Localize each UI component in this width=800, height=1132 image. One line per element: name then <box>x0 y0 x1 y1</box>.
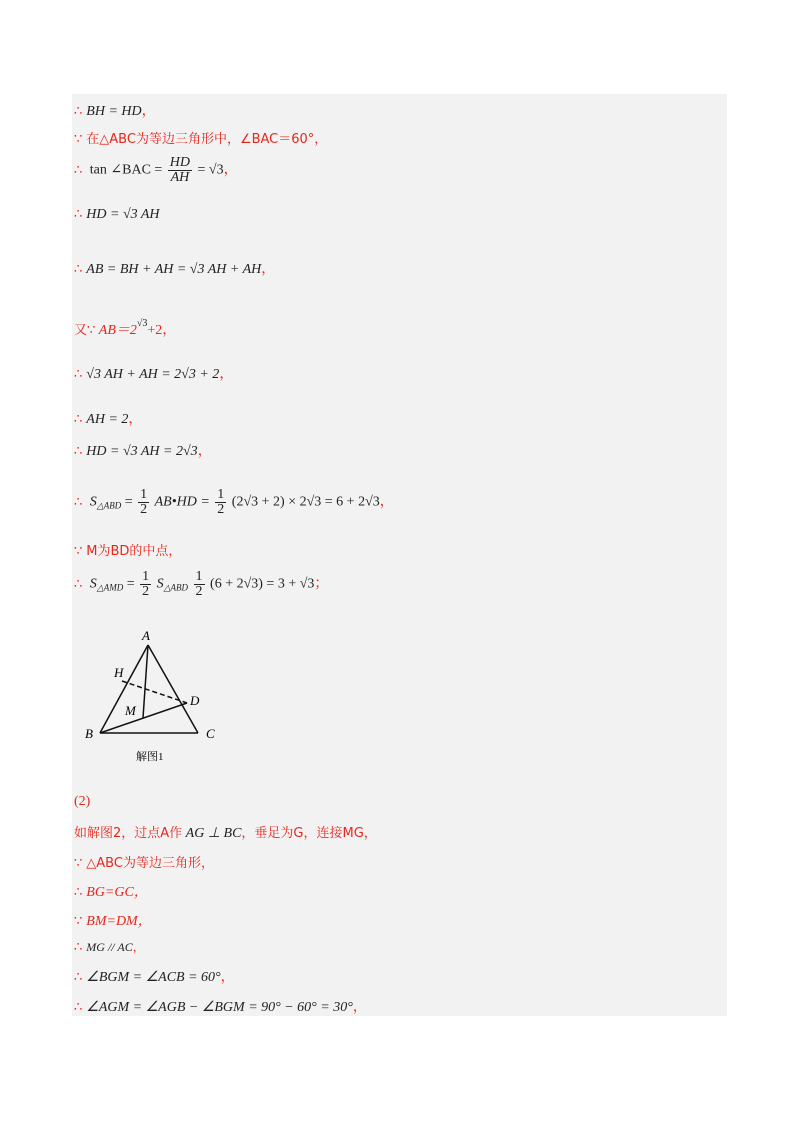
equation: BH = HD <box>86 104 142 119</box>
therefore-symbol: ∴ <box>74 970 83 985</box>
line-10 <box>74 488 394 517</box>
label-B: B <box>85 726 93 741</box>
denominator: AH <box>170 170 190 185</box>
area-symbol: S <box>156 576 164 592</box>
therefore-symbol: ∴ <box>74 940 83 955</box>
equals: = <box>124 494 133 510</box>
because-symbol: ∵ <box>74 132 83 147</box>
equation: √3 AH + AH = 2√3 + 2 <box>86 367 220 382</box>
punct: ， <box>141 104 156 119</box>
area-symbol: S <box>89 576 97 592</box>
label-M: M <box>125 703 136 718</box>
segment-HD-dashed <box>122 681 187 703</box>
area-symbol: S <box>89 494 97 510</box>
equation: ∠AGM = ∠AGB − ∠BGM = 90° − 60° = 30° <box>86 1000 353 1015</box>
therefore-symbol: ∴ <box>74 104 83 119</box>
numerator: 1 <box>195 569 203 584</box>
equation: AB = BH + AH = √3 AH + AH <box>86 262 262 277</box>
area-subscript: △AMD <box>96 582 124 593</box>
label-D: D <box>190 693 200 708</box>
denominator: 2 <box>195 584 203 599</box>
line-11 <box>74 540 181 560</box>
statement: M为BD的中点， <box>86 544 182 559</box>
area-subscript: △ABD <box>163 582 189 593</box>
line-7 <box>74 363 233 383</box>
perpendicular-expression: AG ⊥ BC <box>185 826 242 841</box>
line-20 <box>74 996 367 1016</box>
therefore-symbol: ∴ <box>74 494 83 510</box>
statement: ，垂足为G，连接MG， <box>241 826 377 841</box>
statement: BM=DM， <box>86 914 152 929</box>
therefore-symbol: ∴ <box>74 444 83 459</box>
because-symbol: ∵ <box>74 544 83 559</box>
line-13 <box>74 794 90 810</box>
because-symbol: ∵ <box>74 856 83 871</box>
therefore-symbol: ∴ <box>74 1000 83 1015</box>
line-5 <box>74 258 275 278</box>
figure-caption: 解图1 <box>136 751 164 763</box>
label-H: H <box>114 665 124 680</box>
line-3 <box>74 156 238 185</box>
line-8 <box>74 408 142 428</box>
because-symbol: ∵ <box>74 914 83 929</box>
punct: ， <box>352 1000 367 1015</box>
numerator: 1 <box>142 569 150 584</box>
equation: MG // AC <box>86 940 133 954</box>
denominator: 2 <box>217 502 225 517</box>
line-12 <box>74 570 328 599</box>
numerator: 1 <box>140 487 148 502</box>
line-2 <box>74 128 327 148</box>
numerator: HD <box>169 155 191 170</box>
statement: 在△ABC为等边三角形中，∠BAC＝60°， <box>86 132 328 147</box>
punct: ， <box>132 940 145 954</box>
line-19 <box>74 966 235 986</box>
segment-AC <box>148 645 198 733</box>
equation: HD = √3 AH <box>86 207 160 222</box>
equation-part: (2√3 + 2) × 2√3 = 6 + 2√3 <box>231 494 380 510</box>
fraction <box>140 570 151 599</box>
statement: △ABC为等边三角形， <box>86 856 214 871</box>
equation-part: = √3 <box>197 162 224 178</box>
line-6 <box>74 318 176 339</box>
equation: ∠BGM = ∠ACB = 60° <box>86 970 221 985</box>
punct: ， <box>197 444 212 459</box>
statement: 如解图2，过点A作 <box>74 826 183 841</box>
equation-part: tan ∠BAC = <box>89 162 163 178</box>
therefore-symbol: ∴ <box>74 162 83 178</box>
line-4 <box>74 207 160 223</box>
line-17 <box>74 910 152 930</box>
punct: ， <box>261 262 276 277</box>
also-because-symbol: 又∵ <box>74 323 96 338</box>
equation-part: AB＝2 <box>98 323 137 338</box>
fraction <box>194 570 205 599</box>
statement: BG=GC， <box>86 885 148 900</box>
area-subscript: △ABD <box>96 500 122 511</box>
punct: ； <box>314 576 329 592</box>
line-15 <box>74 852 214 872</box>
therefore-symbol: ∴ <box>74 885 83 900</box>
line-1 <box>74 100 156 120</box>
numerator: 1 <box>217 487 225 502</box>
therefore-symbol: ∴ <box>74 412 83 427</box>
segment-AM <box>143 645 148 718</box>
segment-AB <box>100 645 148 733</box>
therefore-symbol: ∴ <box>74 576 83 592</box>
punct: ， <box>220 970 235 985</box>
equation-part: (6 + 2√3) = 3 + √3 <box>210 576 315 592</box>
label-C: C <box>206 726 215 741</box>
therefore-symbol: ∴ <box>74 262 83 277</box>
fraction <box>168 156 192 185</box>
part-label: (2) <box>74 794 91 809</box>
fraction <box>215 488 226 517</box>
line-16 <box>74 881 148 901</box>
line-18 <box>74 938 145 955</box>
equation-part: AB•HD = <box>154 494 210 510</box>
therefore-symbol: ∴ <box>74 367 83 382</box>
exponent: √3 <box>136 318 148 329</box>
equation-part: +2， <box>147 323 177 338</box>
equation: HD = √3 AH = 2√3 <box>86 444 198 459</box>
fraction <box>138 488 149 517</box>
label-A: A <box>142 628 150 643</box>
equation: AH = 2 <box>86 412 129 427</box>
denominator: 2 <box>142 584 150 599</box>
line-14 <box>74 822 377 842</box>
therefore-symbol: ∴ <box>74 207 83 222</box>
triangle-figure <box>80 625 230 770</box>
line-9 <box>74 440 212 460</box>
punct: ， <box>219 367 234 382</box>
equals: = <box>126 576 135 592</box>
punct: ， <box>379 494 394 510</box>
denominator: 2 <box>140 502 148 517</box>
punct: ， <box>128 412 143 427</box>
punct: ， <box>223 162 238 178</box>
